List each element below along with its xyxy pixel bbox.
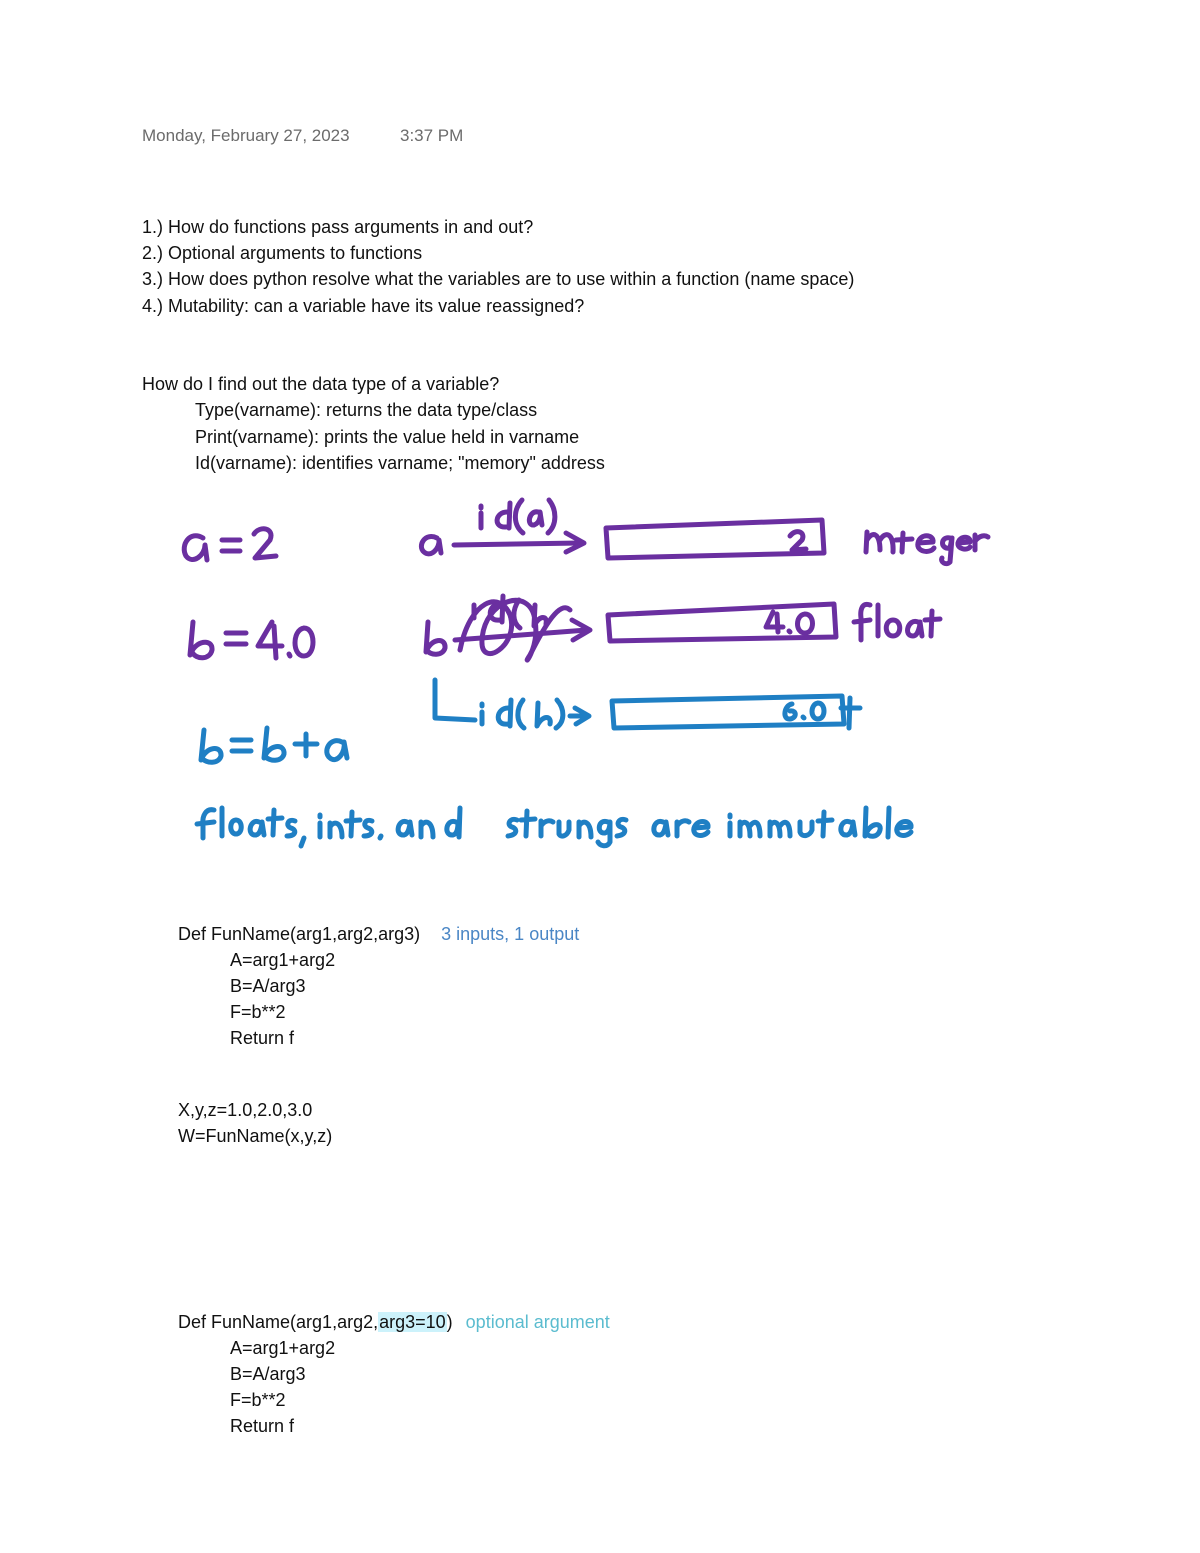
question-item: 2.) Optional arguments to functions bbox=[142, 243, 423, 263]
datatype-question: How do I find out the data type of a variable? bbox=[142, 374, 500, 394]
ink-id-a-diagram bbox=[421, 500, 988, 564]
code1-body-line: A=arg1+arg2 bbox=[230, 950, 336, 970]
header-time: 3:37 PM bbox=[400, 126, 464, 145]
call-line: W=FunName(x,y,z) bbox=[178, 1126, 333, 1146]
code1-body-line: F=b**2 bbox=[230, 1002, 286, 1022]
code2-note: optional argument bbox=[465, 1312, 610, 1332]
question-item: 4.) Mutability: can a variable have its value reassigned? bbox=[142, 296, 585, 316]
code2-body-line: B=A/arg3 bbox=[230, 1364, 306, 1384]
code1-body-line: Return f bbox=[230, 1028, 295, 1048]
datatype-item: Print(varname): prints the value held in varname bbox=[195, 427, 580, 447]
ink-immutable-note bbox=[197, 808, 911, 846]
code2-def-highlight: arg3=10 bbox=[379, 1312, 446, 1332]
ink-b-equals-4 bbox=[190, 622, 313, 658]
code1-note: 3 inputs, 1 output bbox=[441, 924, 580, 944]
ink-id-b-new-diagram bbox=[435, 680, 860, 728]
code2-def-line bbox=[178, 1309, 610, 1335]
ink-a-equals-2 bbox=[184, 529, 276, 560]
datatype-item: Id(varname): identifies varname; "memory" address bbox=[195, 453, 605, 473]
code2-body-line: A=arg1+arg2 bbox=[230, 1338, 336, 1358]
question-item: 1.) How do functions pass arguments in and out? bbox=[142, 217, 534, 237]
question-item: 3.) How does python resolve what the variables are to use within a function (name space) bbox=[142, 269, 855, 289]
code2-body-line: Return f bbox=[230, 1416, 295, 1436]
page-header bbox=[142, 126, 464, 146]
code1-def-line bbox=[178, 921, 579, 947]
code2-def-suffix: ) bbox=[446, 1312, 453, 1332]
code1-body-line: B=A/arg3 bbox=[230, 976, 306, 996]
code1-def: Def FunName(arg1,arg2,arg3) bbox=[178, 924, 421, 944]
datatype-item: Type(varname): returns the data type/class bbox=[195, 400, 538, 420]
code2-def-prefix: Def FunName(arg1,arg2, bbox=[178, 1312, 379, 1332]
code2-body-line: F=b**2 bbox=[230, 1390, 286, 1410]
header-date: Monday, February 27, 2023 bbox=[142, 126, 350, 145]
call-line: X,y,z=1.0,2.0,3.0 bbox=[178, 1100, 313, 1120]
ink-b-equals-b-plus-a bbox=[201, 728, 347, 762]
ink-id-b-diagram bbox=[426, 596, 940, 660]
